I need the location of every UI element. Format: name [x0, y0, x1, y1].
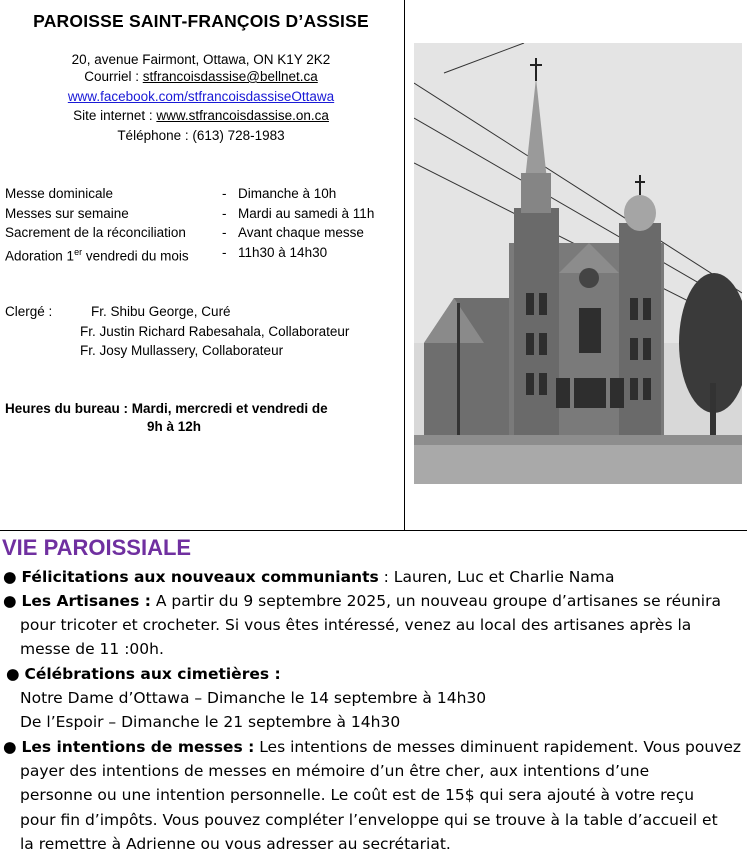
website-line [0, 106, 402, 126]
label-superscript: er [74, 247, 83, 258]
schedule-label: Sacrement de la réconciliation [5, 225, 186, 241]
schedule-value: 11h30 à 14h30 [238, 245, 328, 261]
office-hours-line: Heures du bureau : Mardi, mercredi et vendredi de [5, 401, 328, 416]
item-text: Les intentions de messes diminuent rapidement. Vous pouvez [254, 738, 742, 756]
clergy-label: Clergé : [5, 304, 53, 319]
schedule-dash: - [222, 186, 227, 201]
facebook-link-line [0, 87, 402, 107]
item-text: Notre Dame d’Ottawa – Dimanche le 14 septembre à 14h30 [20, 689, 487, 708]
website-label: Site internet : [73, 108, 157, 123]
website-link[interactable]: www.stfrancoisdassise.on.ca [156, 108, 329, 123]
schedule-value: Avant chaque messe [238, 225, 364, 241]
schedule-value: Dimanche à 10h [238, 186, 337, 201]
item-text: personne ou une intention personnelle. Le coût est de 15$ qui sera ajouté à votre reçu [20, 786, 695, 805]
schedule-label: Messe dominicale [5, 186, 114, 201]
label-part: vendredi du mois [82, 248, 189, 264]
item-heading: Les intentions de messes : [21, 738, 255, 756]
item-text: pour tricoter et crocheter. Si vous êtes intéressé, venez au local des artisanes après la [20, 616, 692, 635]
label-part: Adoration 1 [5, 248, 75, 264]
clergy-block [5, 302, 350, 361]
item-text: De l’Espoir – Dimanche le 21 septembre à 14h30 [20, 713, 401, 732]
bullet: ● [3, 738, 17, 756]
church-photo [414, 43, 742, 484]
clergy-name: Fr. Josy Mullassery, Collaborateur [80, 343, 284, 358]
bullet: ● [6, 665, 20, 683]
item-text: A partir du 9 septembre 2025, un nouveau groupe d’artisanes se réunira [150, 592, 721, 610]
item-heading: Félicitations aux nouveaux communiants [21, 568, 379, 586]
item-text: la remettre à Adrienne ou vous adresser au secrétariat. [20, 834, 451, 853]
office-hours-time: 9h à 12h [147, 419, 202, 434]
schedule-label [5, 243, 189, 266]
item-text: messe de 11 :00h. [20, 640, 164, 659]
facebook-link[interactable]: www.facebook.com/stfrancoisdassiseOttawa [67, 89, 335, 104]
schedule-dash: - [222, 225, 227, 241]
email-label: Courriel : [84, 69, 143, 84]
item-text: pour fin d’impôts. Vous pouvez compléter l’enveloppe qui se trouve à la table d’accueil et [20, 810, 718, 829]
item-text: payer des intentions de messes en mémoire d’un être cher, aux intentions d’une [20, 762, 650, 781]
office-hours [5, 400, 328, 436]
clergy-name: Fr. Shibu George, Curé [91, 304, 231, 319]
bullet: ● [3, 592, 17, 610]
email-link[interactable]: stfrancoisdassise@bellnet.ca [142, 69, 318, 84]
address: 20, avenue Fairmont, Ottawa, ON K1Y 2K2 [71, 52, 331, 67]
schedule-dash: - [222, 205, 227, 221]
item-heading: Célébrations aux cimetières : [24, 665, 281, 683]
list-item [3, 589, 747, 662]
vertical-divider [404, 0, 405, 530]
list-item [6, 662, 747, 735]
item-text: : Lauren, Luc et Charlie Nama [378, 568, 615, 586]
item-heading: Les Artisanes : [21, 592, 151, 610]
list-item [3, 735, 747, 856]
schedule-dash: - [222, 245, 227, 261]
email-line [0, 67, 402, 87]
list-item [3, 565, 747, 589]
parish-title: PAROISSE SAINT-FRANÇOIS D’ASSISE [33, 11, 369, 31]
bullet: ● [3, 568, 17, 586]
schedule-label: Messes sur semaine [5, 205, 129, 221]
phone: Téléphone : (613) 728-1983 [117, 128, 285, 143]
clergy-name: Fr. Justin Richard Rabesahala, Collaborateur [80, 323, 350, 339]
section-title: VIE PAROISSIALE [2, 535, 192, 560]
schedule-value: Mardi au samedi à 11h [238, 205, 375, 221]
